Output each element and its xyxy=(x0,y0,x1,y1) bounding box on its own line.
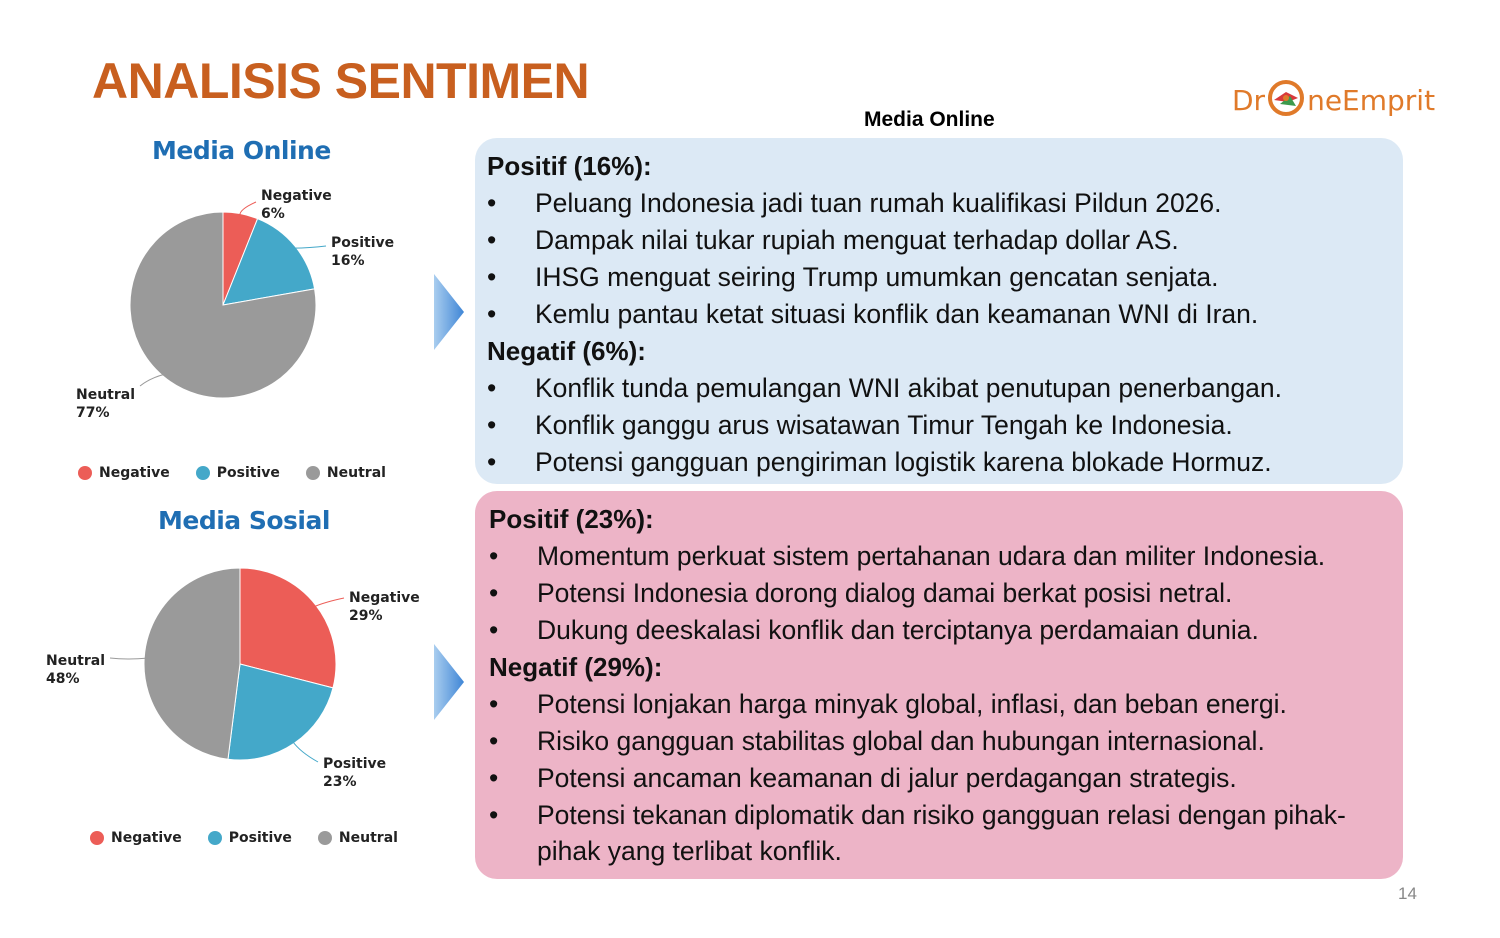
leader-line-positive xyxy=(292,741,318,762)
list-item xyxy=(489,538,1403,575)
list-item xyxy=(487,185,1403,222)
list-item-text: Potensi ancaman keamanan di jalur perdagangan strategis. xyxy=(537,763,1237,793)
list-item-text: Konflik ganggu arus wisatawan Timur Tengah ke Indonesia. xyxy=(535,410,1233,440)
leader-line-neutral xyxy=(110,658,147,659)
legend-swatch-neutral xyxy=(318,831,332,845)
slice-value-label: 48% xyxy=(46,671,80,687)
slide-title: ANALISIS SENTIMEN xyxy=(92,53,590,109)
arrow-right-icon xyxy=(432,642,466,722)
pie-chart-media-sosial xyxy=(0,540,460,810)
list-item xyxy=(489,797,1377,869)
legend-label: Positive xyxy=(228,830,292,846)
legend-swatch-negative xyxy=(78,466,92,480)
slice-value-label: 29% xyxy=(349,608,383,624)
logo-emblem-icon xyxy=(1266,78,1306,118)
list-item-text: Potensi gangguan pengiriman logistik karena blokade Hormuz. xyxy=(535,447,1272,477)
legend-swatch-positive xyxy=(208,831,222,845)
slice-value-label: 23% xyxy=(323,774,357,790)
list-item-text: Dukung deeskalasi konflik dan terciptanya perdamaian dunia. xyxy=(537,615,1259,645)
bullet: • xyxy=(489,726,499,756)
list-item xyxy=(487,222,1403,259)
negative-heading: Negatif (29%): xyxy=(489,652,663,682)
list-item xyxy=(487,407,1403,444)
list-item-text: Potensi tekanan diplomatik dan risiko gangguan relasi dengan pihak-pihak yang terlibat konflik. xyxy=(537,800,1346,866)
pie-slice-neutral xyxy=(144,568,240,759)
bullet: • xyxy=(487,188,497,218)
list-item-text: Risiko gangguan stabilitas global dan hubungan internasional. xyxy=(537,726,1265,756)
bullet: • xyxy=(489,689,499,719)
list-item xyxy=(489,575,1403,612)
chart-title-media-sosial: Media Sosial xyxy=(158,506,330,535)
positive-heading: Positif (16%): xyxy=(487,151,652,181)
legend-item-positive xyxy=(196,465,280,481)
list-item-text: IHSG menguat seiring Trump umumkan gencatan senjata. xyxy=(535,262,1219,292)
bullet: • xyxy=(489,800,499,830)
bullet: • xyxy=(489,615,499,645)
pie-chart-media-online xyxy=(0,170,460,450)
bullet: • xyxy=(487,410,497,440)
slice-value-label: 16% xyxy=(331,253,365,269)
legend-label: Negative xyxy=(111,830,182,846)
legend-item-negative xyxy=(78,465,170,481)
legend-item-neutral xyxy=(306,465,386,481)
list-item xyxy=(489,686,1403,723)
legend-label: Neutral xyxy=(338,830,398,846)
list-item xyxy=(487,259,1403,296)
chart-title-media-online: Media Online xyxy=(152,136,331,165)
list-item-text: Momentum perkuat sistem pertahanan udara dan militer Indonesia. xyxy=(537,541,1326,571)
legend-item-positive xyxy=(208,830,292,846)
list-item-text: Konflik tunda pemulangan WNI akibat penutupan penerbangan. xyxy=(535,373,1282,403)
legend-label: Positive xyxy=(216,465,280,481)
legend-swatch-neutral xyxy=(306,466,320,480)
legend-item-neutral xyxy=(318,830,398,846)
legend-media-online xyxy=(78,465,386,481)
list-item-text: Kemlu pantau ketat situasi konflik dan keamanan WNI di Iran. xyxy=(535,299,1259,329)
bullet: • xyxy=(489,541,499,571)
list-item-text: Dampak nilai tukar rupiah menguat terhadap dollar AS. xyxy=(535,225,1179,255)
slice-category-label: Negative xyxy=(261,188,332,204)
legend-swatch-negative xyxy=(90,831,104,845)
list-item xyxy=(487,296,1403,333)
negative-heading: Negatif (6%): xyxy=(487,336,646,366)
list-item-text: Peluang Indonesia jadi tuan rumah kualifikasi Pildun 2026. xyxy=(535,188,1222,218)
leader-line-neutral xyxy=(140,374,165,386)
legend-label: Negative xyxy=(99,465,170,481)
list-item xyxy=(489,612,1403,649)
slice-category-label: Neutral xyxy=(76,387,136,403)
bullet: • xyxy=(487,373,497,403)
slice-category-label: Positive xyxy=(331,235,395,251)
legend-item-negative xyxy=(90,830,182,846)
panel-label: Media Online xyxy=(864,108,995,131)
list-item xyxy=(487,370,1403,407)
bullet: • xyxy=(489,763,499,793)
media-sosial-summary-box xyxy=(475,491,1403,879)
leader-line-negative xyxy=(314,598,344,607)
list-item xyxy=(489,723,1403,760)
page-number: 14 xyxy=(1398,884,1417,903)
logo-text-right: neEmprit xyxy=(1307,84,1436,117)
bullet: • xyxy=(487,299,497,329)
slice-value-label: 77% xyxy=(76,405,110,421)
logo-text-left: Dr xyxy=(1232,84,1266,117)
list-item-text: Potensi lonjakan harga minyak global, inflasi, dan beban energi. xyxy=(537,689,1287,719)
slice-category-label: Negative xyxy=(349,590,420,606)
slice-category-label: Positive xyxy=(323,756,387,772)
media-online-summary-box xyxy=(475,138,1403,484)
positive-heading: Positif (23%): xyxy=(489,504,654,534)
bullet: • xyxy=(487,447,497,477)
list-item-text: Potensi Indonesia dorong dialog damai berkat posisi netral. xyxy=(537,578,1233,608)
list-item xyxy=(487,444,1403,481)
bullet: • xyxy=(487,225,497,255)
list-item xyxy=(489,760,1403,797)
arrow-right-icon xyxy=(432,272,466,352)
bullet: • xyxy=(489,578,499,608)
slice-value-label: 6% xyxy=(261,206,285,222)
drone-emprit-logo xyxy=(1232,78,1435,118)
bullet: • xyxy=(487,262,497,292)
legend-media-sosial xyxy=(90,830,398,846)
legend-label: Neutral xyxy=(326,465,386,481)
leader-line-positive xyxy=(293,246,326,248)
slice-category-label: Neutral xyxy=(46,653,106,669)
legend-swatch-positive xyxy=(196,466,210,480)
